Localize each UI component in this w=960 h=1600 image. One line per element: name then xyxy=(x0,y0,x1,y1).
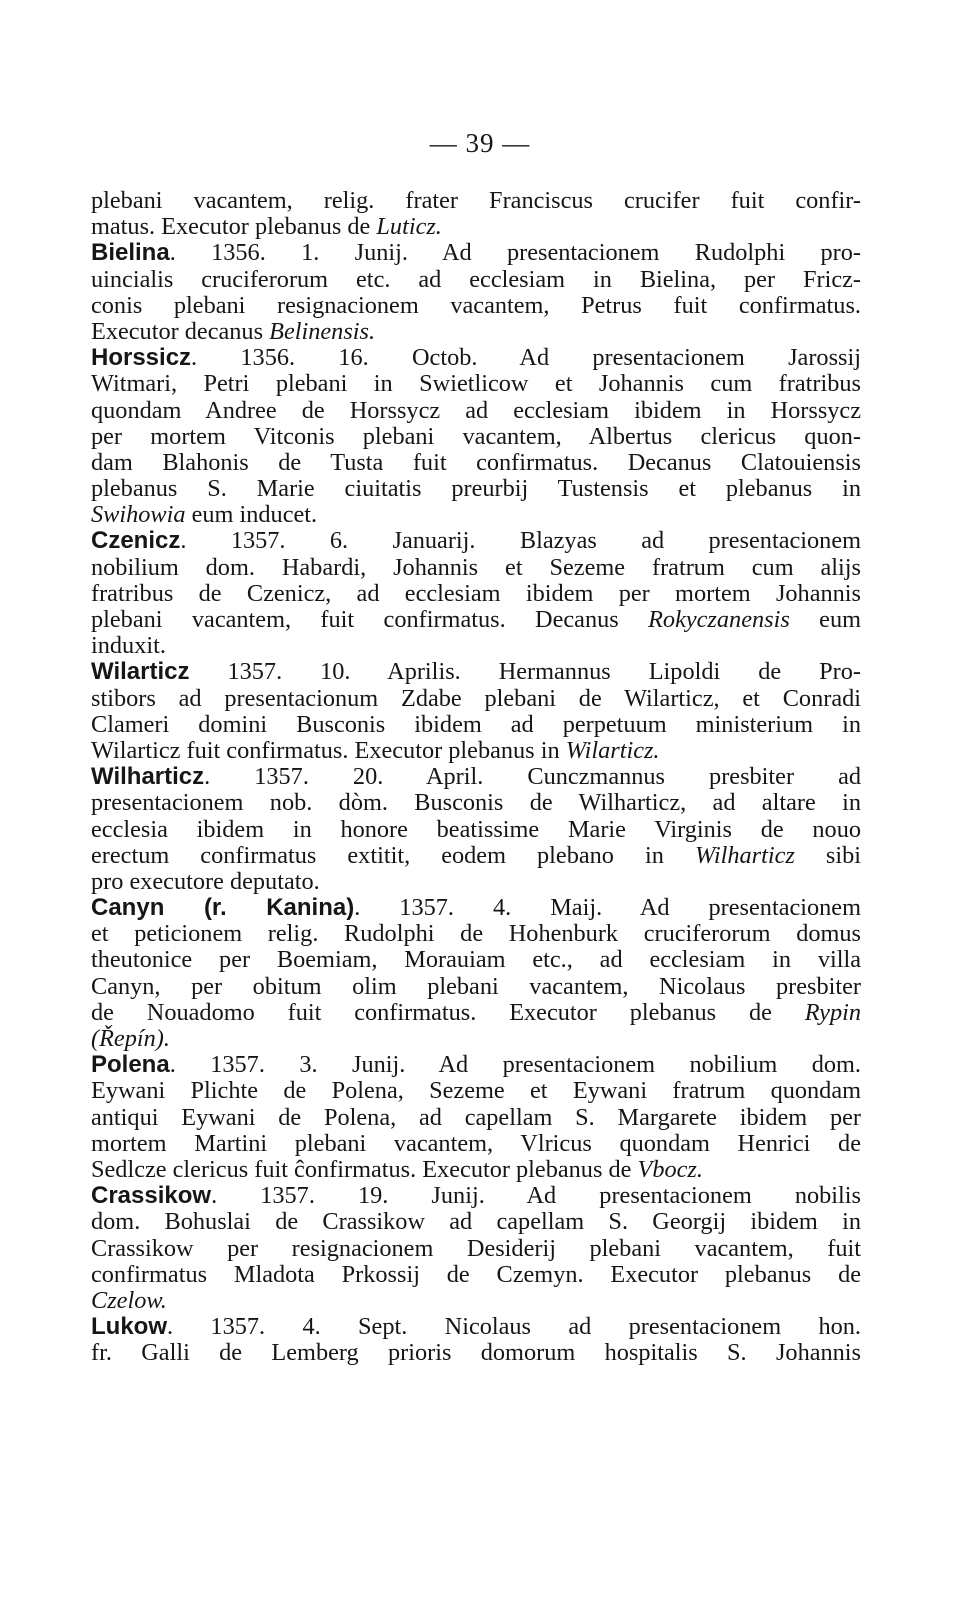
text-line xyxy=(91,267,861,293)
text-line xyxy=(91,1183,861,1209)
text-segment: ecclesia ibidem in honore beatissime Marie Virginis de nouo xyxy=(91,815,861,843)
text-segment: eum inducet. xyxy=(185,501,318,529)
text-segment: . 1357. 4. Maij. Ad presentacionem xyxy=(354,894,861,922)
text-line xyxy=(91,869,861,895)
text-line xyxy=(91,1236,861,1262)
text-line xyxy=(91,738,861,764)
text-segment: . 1357. 4. Sept. Nicolaus ad presentacionem hon. xyxy=(167,1313,861,1341)
place-heading: Wilharticz xyxy=(91,763,205,791)
text-line xyxy=(91,371,861,397)
place-heading: Wilarticz xyxy=(91,658,190,686)
text-segment: plebanus S. Marie ciuitatis preurbij Tustensis et plebanus in xyxy=(91,475,861,503)
text-segment: antiqui Eywani de Polena, ad capellam S. Margarete ibidem per xyxy=(91,1103,861,1131)
text-segment: et peticionem relig. Rudolphi de Hohenburk cruciferorum domus xyxy=(91,920,861,948)
text-line xyxy=(91,1209,861,1235)
text-line xyxy=(91,843,861,869)
text-line xyxy=(91,555,861,581)
place-heading: Czenicz xyxy=(91,527,181,555)
italic-text: Wilarticz. xyxy=(565,736,660,764)
text-segment: pro executore deputato. xyxy=(91,867,320,895)
text-segment: stibors ad presentacionum Zdabe plebani de Wilarticz, et Conradi xyxy=(91,684,861,712)
text-segment: Eywani Plichte de Polena, Sezeme et Eywani fratrum quondam xyxy=(91,1077,861,1105)
text-line xyxy=(91,633,861,659)
text-segment: Clameri domini Busconis ibidem ad perpetuum ministerium in xyxy=(91,710,861,738)
text-line xyxy=(91,607,861,633)
text-line xyxy=(91,1000,861,1026)
text-line xyxy=(91,1157,861,1183)
text-segment: . 1356. 1. Junij. Ad presentacionem Rudolphi pro- xyxy=(169,239,861,267)
text-segment: fr. Galli de Lemberg prioris domorum hospitalis S. Johannis xyxy=(91,1339,861,1367)
text-line xyxy=(91,1262,861,1288)
text-segment: dom. Bohuslai de Crassikow ad capellam S. Georgij ibidem in xyxy=(91,1208,861,1236)
text-segment: sibi xyxy=(794,841,861,869)
italic-text: Belinensis. xyxy=(269,317,376,345)
text-line xyxy=(91,424,861,450)
text-line xyxy=(91,1078,861,1104)
text-line xyxy=(91,1026,861,1052)
text-line xyxy=(91,817,861,843)
text-line xyxy=(91,214,861,240)
text-segment: . 1357. 20. April. Cunczmannus presbiter ad xyxy=(204,763,861,791)
text-line xyxy=(91,686,861,712)
text-segment: erectum confirmatus extitit, eodem plebano in xyxy=(91,841,695,869)
text-line xyxy=(91,188,861,214)
text-segment: plebani vacantem, fuit confirmatus. Decanus xyxy=(91,606,649,633)
italic-text: Wilharticz xyxy=(694,841,795,869)
text-line xyxy=(91,476,861,502)
italic-text: Rypin xyxy=(804,998,861,1026)
place-heading: Bielina xyxy=(91,239,170,267)
text-segment: Canyn, per obitum olim plebani vacantem, Nicolaus presbiter xyxy=(91,972,861,1000)
text-segment: Wilarticz fuit confirmatus. Executor plebanus in xyxy=(91,736,566,764)
text-line xyxy=(91,319,861,345)
text-segment: presentacionem nob. dòm. Busconis de Wilharticz, ad altare in xyxy=(91,789,861,817)
text-segment: theutonice per Boemiam, Morauiam etc., ad ecclesiam in villa xyxy=(91,946,861,974)
place-heading: Crassikow xyxy=(91,1182,212,1210)
italic-text: Czelow. xyxy=(91,1286,167,1314)
text-line xyxy=(91,947,861,973)
italic-text: (Řepín). xyxy=(91,1025,170,1052)
text-segment: . 1356. 16. Octob. Ad presentacionem Jarossij xyxy=(191,344,861,372)
text-segment: 1357. 10. Aprilis. Hermannus Lipoldi de Pro- xyxy=(189,658,861,686)
page-number: — 39 — xyxy=(429,128,531,158)
text-line xyxy=(91,581,861,607)
text-segment: . 1357. 6. Januarij. Blazyas ad presentacionem xyxy=(180,527,861,555)
text-line xyxy=(91,1340,861,1366)
text-segment: . 1357. 3. Junij. Ad presentacionem nobilium dom. xyxy=(169,1051,861,1079)
text-line xyxy=(91,293,861,319)
text-segment: confirmatus Mladota Prkossij de Czemyn. Executor plebanus de xyxy=(91,1260,861,1288)
text-line xyxy=(91,1105,861,1131)
text-segment: quondam Andree de Horssycz ad ecclesiam ibidem in Horssycz xyxy=(91,396,861,424)
text-segment: fratribus de Czenicz, ad ecclesiam ibidem per mortem Johannis xyxy=(91,579,861,607)
text-segment: dam Blahonis de Tusta fuit confirmatus. Decanus Clatouiensis xyxy=(91,448,861,476)
text-line xyxy=(91,974,861,1000)
italic-text: Luticz. xyxy=(376,213,442,241)
place-heading: Horssicz xyxy=(91,344,192,372)
text-segment: mortem Martini plebani vacantem, Vlricus quondam Henrici de xyxy=(91,1129,861,1157)
italic-text: Swihowia xyxy=(91,501,186,529)
text-line xyxy=(91,450,861,476)
text-segment: nobilium dom. Habardi, Johannis et Sezeme fratrum cum alijs xyxy=(91,553,861,581)
text-line xyxy=(91,921,861,947)
text-segment: eum xyxy=(789,606,862,633)
text-line xyxy=(91,790,861,816)
text-segment: matus. Executor plebanus de xyxy=(91,213,377,241)
text-line xyxy=(91,659,861,685)
text-line xyxy=(91,712,861,738)
text-line xyxy=(91,764,861,790)
text-segment: de Nouadomo fuit confirmatus. Executor plebanus de xyxy=(91,998,805,1026)
text-line xyxy=(91,240,861,266)
text-segment: per mortem Vitconis plebani vacantem, Albertus clericus quon- xyxy=(91,422,861,450)
text-line xyxy=(91,1131,861,1157)
text-line xyxy=(91,1314,861,1340)
text-line xyxy=(91,1052,861,1078)
text-line xyxy=(91,895,861,921)
place-heading: Polena xyxy=(91,1051,170,1079)
text-segment: uincialis cruciferorum etc. ad ecclesiam in Bielina, per Fricz- xyxy=(91,265,861,293)
place-heading: Canyn (r. Kanina) xyxy=(91,894,355,922)
place-heading: Lukow xyxy=(91,1313,167,1341)
text-segment: Executor decanus xyxy=(91,317,270,345)
text-line xyxy=(91,345,861,371)
text-line xyxy=(91,528,861,554)
text-segment: Sedlcze clericus fuit ĉonfirmatus. Executor plebanus de xyxy=(91,1155,638,1183)
text-segment: Witmari, Petri plebani in Swietlicow et Johannis cum fratribus xyxy=(91,370,861,398)
text-line xyxy=(91,502,861,528)
text-body xyxy=(91,188,861,1366)
text-segment: plebani vacantem, relig. frater Franciscus crucifer fuit confir- xyxy=(91,187,861,214)
italic-text: Vbocz. xyxy=(637,1155,703,1183)
text-segment: conis plebani resignacionem vacantem, Petrus fuit confirmatus. xyxy=(91,291,861,319)
text-segment: . 1357. 19. Junij. Ad presentacionem nobilis xyxy=(211,1182,861,1210)
italic-text: Rokyczanensis xyxy=(648,606,790,633)
text-line xyxy=(91,1288,861,1314)
text-line xyxy=(91,398,861,424)
text-segment: induxit. xyxy=(91,632,166,660)
text-segment: Crassikow per resignacionem Desiderij plebani vacantem, fuit xyxy=(91,1234,861,1262)
